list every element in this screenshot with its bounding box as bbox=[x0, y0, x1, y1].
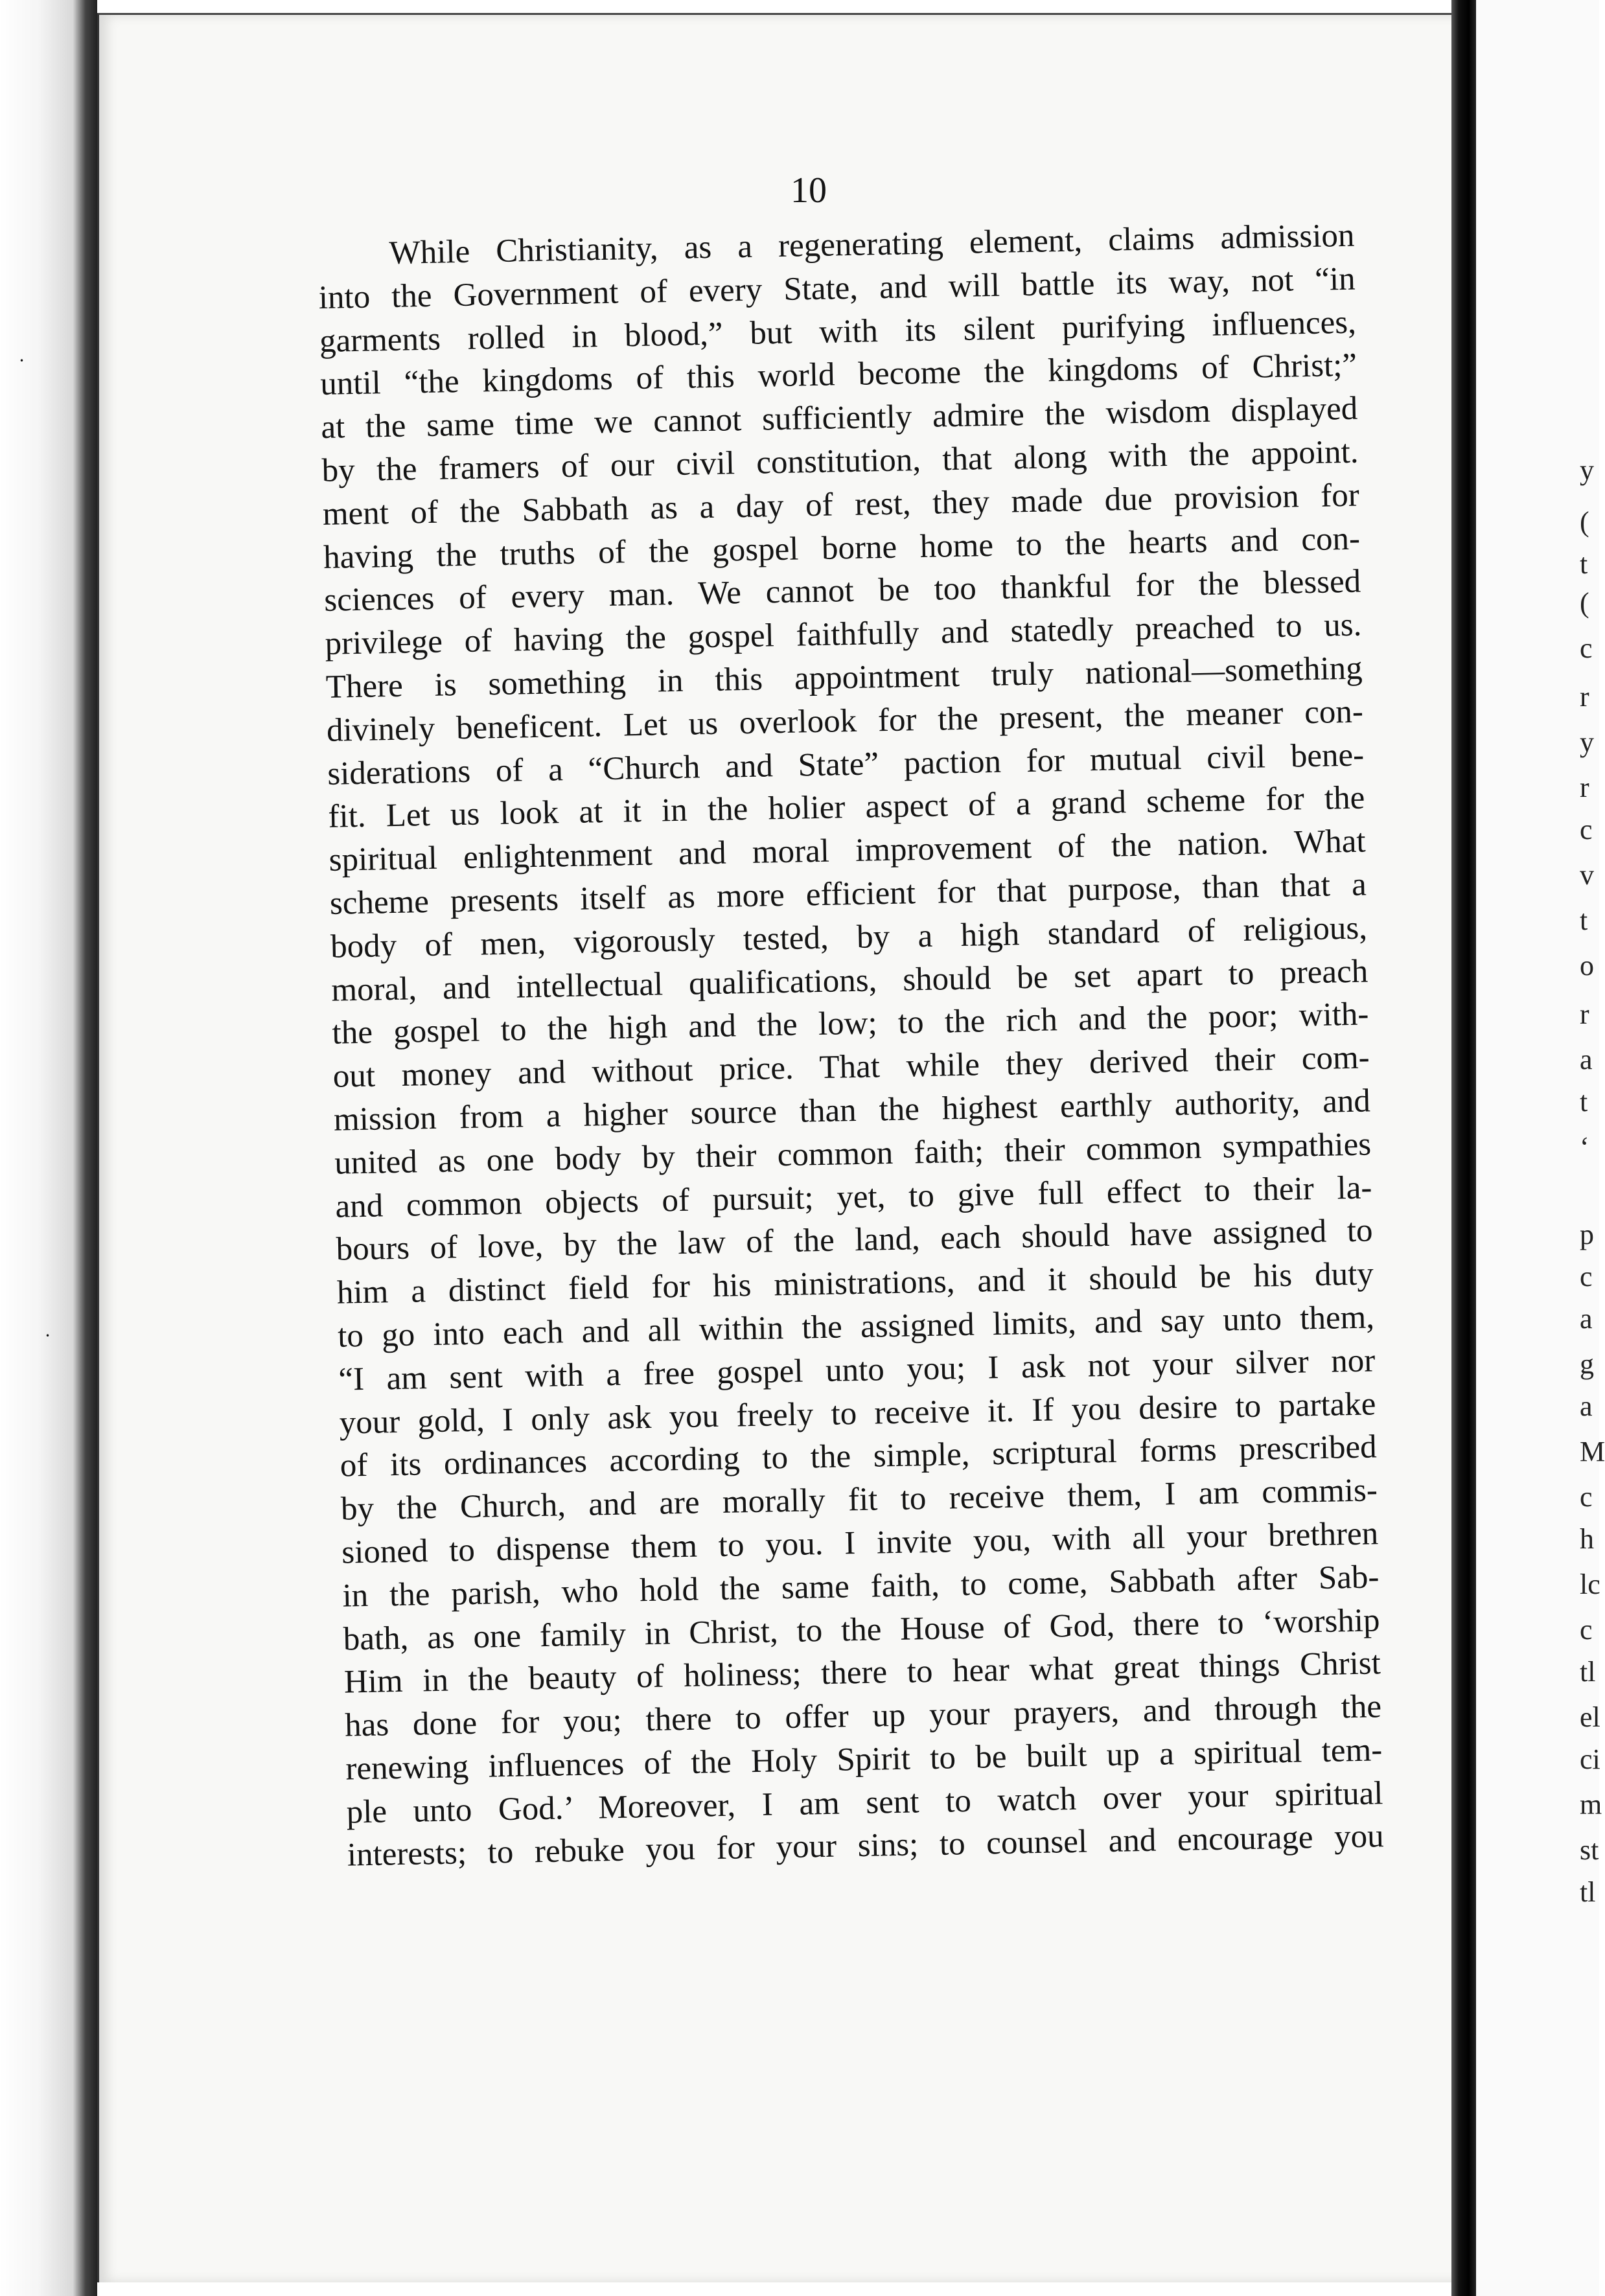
next-page-letter: tl bbox=[1580, 1656, 1596, 1688]
left-binding-shadow bbox=[0, 0, 97, 2296]
text-line: divinely beneficent. Let us overlook for the present, the meaner con- bbox=[326, 693, 1364, 749]
text-line: “I am sent with a free gospel unto you; I ask not your silver nor bbox=[338, 1342, 1376, 1398]
text-line: privilege of having the gospel faithfully and statedly preached to us. bbox=[325, 606, 1362, 663]
text-line: the gospel to the high and the low; to the rich and the poor; with- bbox=[332, 996, 1369, 1052]
next-page-letter: y bbox=[1580, 726, 1594, 758]
text-line: bours of love, by the law of the land, each should have assigned to bbox=[336, 1212, 1374, 1269]
next-page-letter: tl bbox=[1580, 1876, 1596, 1908]
text-line: him a distinct field for his ministrations, and it should be his duty bbox=[336, 1256, 1374, 1311]
next-page-letter: m bbox=[1580, 1789, 1602, 1820]
next-page-letter: y bbox=[1580, 454, 1594, 486]
next-page-letter: lc bbox=[1580, 1568, 1600, 1600]
text-line: ment of the Sabbath as a day of rest, they made due provision for bbox=[322, 477, 1360, 533]
next-page-letter: ci bbox=[1580, 1743, 1600, 1775]
body-text bbox=[318, 214, 1384, 1877]
next-page-letter: t bbox=[1580, 904, 1588, 936]
text-line: out money and without price. That while they derived their com- bbox=[332, 1039, 1370, 1095]
next-page-letter: c bbox=[1580, 1481, 1593, 1513]
text-line: interests; to rebuke you for your sins; to counsel and encourage you bbox=[347, 1818, 1385, 1874]
next-page-letter: M bbox=[1580, 1436, 1605, 1467]
next-page-letter: p bbox=[1580, 1219, 1594, 1250]
dust-speck: • bbox=[19, 356, 25, 365]
next-page-letter: r bbox=[1580, 772, 1589, 803]
next-page-letter: el bbox=[1580, 1701, 1600, 1733]
text-line: of its ordinances according to the simple, scriptural forms prescribed bbox=[340, 1429, 1378, 1484]
text-line: has done for you; there to offer up your prayers, and through the bbox=[344, 1688, 1382, 1744]
text-line: siderations of a “Church and State” paction for mutual civil bene- bbox=[327, 737, 1365, 792]
text-line: fit. Let us look at it in the holier aspect of a grand scheme for the bbox=[328, 779, 1365, 836]
text-line: your gold, I only ask you freely to receive it. If you desire to partake bbox=[339, 1385, 1376, 1441]
next-page-letter: a bbox=[1580, 1044, 1593, 1075]
text-line: scheme presents itself as more efficient for that purpose, than that a bbox=[329, 866, 1367, 922]
page-number: 10 bbox=[791, 170, 827, 211]
next-page-letter: ‘ bbox=[1580, 1131, 1589, 1163]
next-page-letter: r bbox=[1580, 998, 1589, 1030]
text-line: mission from a higher source than the highest earthly authority, and bbox=[333, 1083, 1371, 1138]
text-line: Him in the beauty of holiness; there to hear what great things Christ bbox=[343, 1645, 1381, 1701]
text-line: at the same time we cannot sufficiently admire the wisdom displayed bbox=[320, 390, 1358, 446]
text-line: by the framers of our civil constitution, that along with the appoint. bbox=[321, 433, 1359, 489]
text-line: moral, and intellectual qualifications, should be set apart to preach bbox=[330, 953, 1368, 1009]
next-page-letter: v bbox=[1580, 859, 1594, 891]
next-page-letter: ( bbox=[1580, 506, 1589, 538]
text-line: renewing influences of the Holy Spirit to be built up a spiritual tem- bbox=[345, 1732, 1383, 1787]
text-line: in the parish, who hold the same faith, to come, Sabbath after Sab- bbox=[342, 1559, 1380, 1614]
book-gutter bbox=[1451, 0, 1476, 2296]
text-line: having the truths of the gospel borne home to the hearts and con- bbox=[323, 520, 1361, 576]
text-line: united as one body by their common faith; their common sympathies bbox=[334, 1126, 1372, 1182]
next-page-letter: c bbox=[1580, 1261, 1593, 1292]
text-line: While Christianity, as a regenerating element, claims admission bbox=[389, 217, 1355, 271]
next-page-letter: c bbox=[1580, 814, 1593, 845]
text-line: There is something in this appointment truly national—something bbox=[325, 650, 1363, 706]
text-line: into the Government of every State, and will battle its way, not “in bbox=[318, 260, 1356, 316]
next-page-letter: a bbox=[1580, 1390, 1593, 1422]
next-page-letter: c bbox=[1580, 632, 1593, 664]
text-line: bath, as one family in Christ, to the House of God, there to ‘worship bbox=[343, 1601, 1381, 1658]
next-page-letter: c bbox=[1580, 1614, 1593, 1646]
next-page-letter: t bbox=[1580, 1086, 1588, 1118]
text-line: garments rolled in blood,” but with its silent purifying influences, bbox=[319, 304, 1357, 360]
text-line: ple unto God.’ Moreover, I am sent to watch over your spiritual bbox=[346, 1774, 1383, 1831]
text-line: by the Church, and are morally fit to receive them, I am commis- bbox=[340, 1472, 1378, 1528]
next-page-edge bbox=[1476, 0, 1605, 2296]
next-page-letter: t bbox=[1580, 548, 1588, 580]
next-page-letter: o bbox=[1580, 950, 1594, 982]
next-page-letter: ( bbox=[1580, 587, 1589, 619]
next-page-letter: a bbox=[1580, 1303, 1593, 1335]
text-line: spiritual enlightenment and moral improvement of the nation. What bbox=[329, 823, 1366, 878]
next-page-letter: r bbox=[1580, 681, 1589, 713]
next-page-letter: st bbox=[1580, 1834, 1599, 1866]
text-line: until “the kingdoms of this world become the kingdoms of Christ;” bbox=[319, 347, 1357, 403]
text-line: to go into each and all within the assigned limits, and say unto them, bbox=[337, 1299, 1375, 1355]
text-line: and common objects of pursuit; yet, to give full effect to their la- bbox=[335, 1169, 1372, 1225]
next-page-letter: g bbox=[1580, 1348, 1594, 1380]
next-page-letter: h bbox=[1580, 1523, 1594, 1555]
text-line: sioned to dispense them to you. I invite you, with all your brethren bbox=[341, 1515, 1379, 1571]
dust-speck: • bbox=[45, 1331, 51, 1340]
text-line: body of men, vigorously tested, by a high standard of religious, bbox=[330, 910, 1368, 965]
text-line: sciences of every man. We cannot be too thankful for the blessed bbox=[323, 563, 1361, 619]
